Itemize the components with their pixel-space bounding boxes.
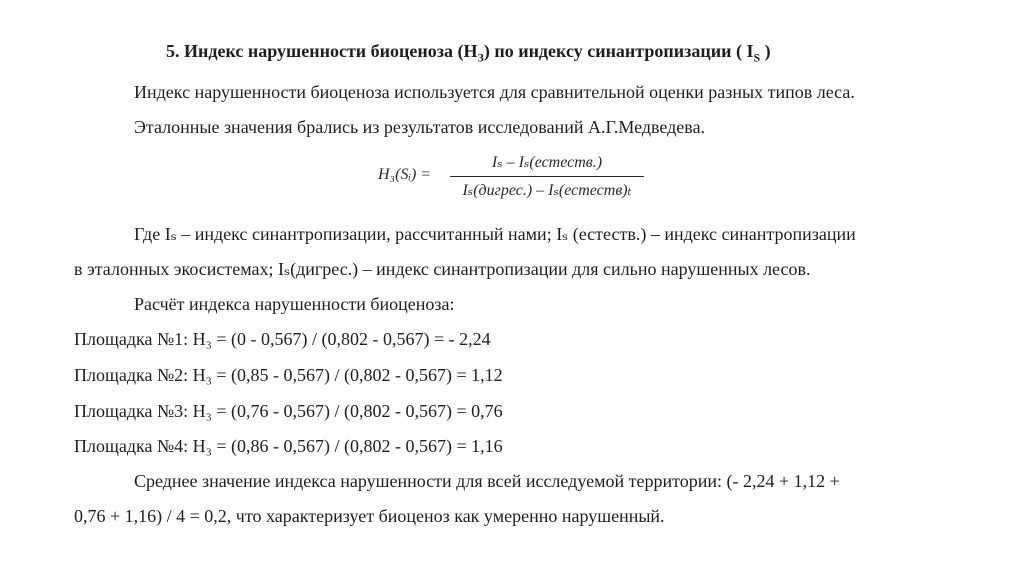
section-title (166, 40, 771, 69)
formula-fraction (450, 152, 644, 202)
conclusion-line-2: 0,76 + 1,16) / 4 = 0,2, что характеризует биоценоз как умеренно нарушенный. (74, 506, 665, 526)
plot-line-3: Площадка №3: Н₃ = (0,76 - 0,567) / (0,802 - 0,567) = 0,76 (74, 401, 503, 421)
calc-heading: Расчёт индекса нарушенности биоценоза: (134, 294, 455, 314)
explanation-line-1: Где Iₛ – индекс синантропизации, рассчитанный нами; Iₛ (естеств.) – индекс синантропизации (134, 224, 856, 244)
conclusion-line-1: Среднее значение индекса нарушенности для всей исследуемой территории: (- 2,24 + 1,12 + (134, 471, 840, 491)
formula-lhs: H₃(Sᵢ) = (378, 166, 432, 183)
explanation-line-2: в эталонных экосистемах; Iₛ(дигрес.) – индекс синантропизации для сильно нарушенных лесов. (74, 259, 811, 279)
plot-line-2: Площадка №2: Н₃ = (0,85 - 0,567) / (0,802 - 0,567) = 1,12 (74, 365, 503, 385)
title-suffix-sub: S (753, 50, 761, 65)
plot-line-4: Площадка №4: Н₃ = (0,86 - 0,567) / (0,802 - 0,567) = 1,16 (74, 436, 503, 456)
plot-line-1: Площадка №1: Н₃ = (0 - 0,567) / (0,802 - 0,567) = - 2,24 (74, 329, 491, 349)
title-prefix-sub: З (477, 50, 484, 65)
title-suffix: ) (760, 41, 771, 61)
intro-line-2: Эталонные значения брались из результатов исследований А.Г.Медведева. (134, 117, 706, 137)
title-middle: ) по индексу синантропизации ( I (483, 41, 754, 61)
formula-fraction-bar (450, 176, 644, 177)
formula-numerator: Iₛ – Iₛ(естеств.) (491, 154, 603, 171)
formula-denominator: Iₛ(дигрес.) – Iₛ(естеств)ₜ (462, 182, 632, 199)
title-prefix: 5. Индекс нарушенности биоценоза (Н (166, 41, 478, 61)
intro-line-1: Индекс нарушенности биоценоза используется для сравнительной оценки разных типов леса. (134, 82, 855, 102)
